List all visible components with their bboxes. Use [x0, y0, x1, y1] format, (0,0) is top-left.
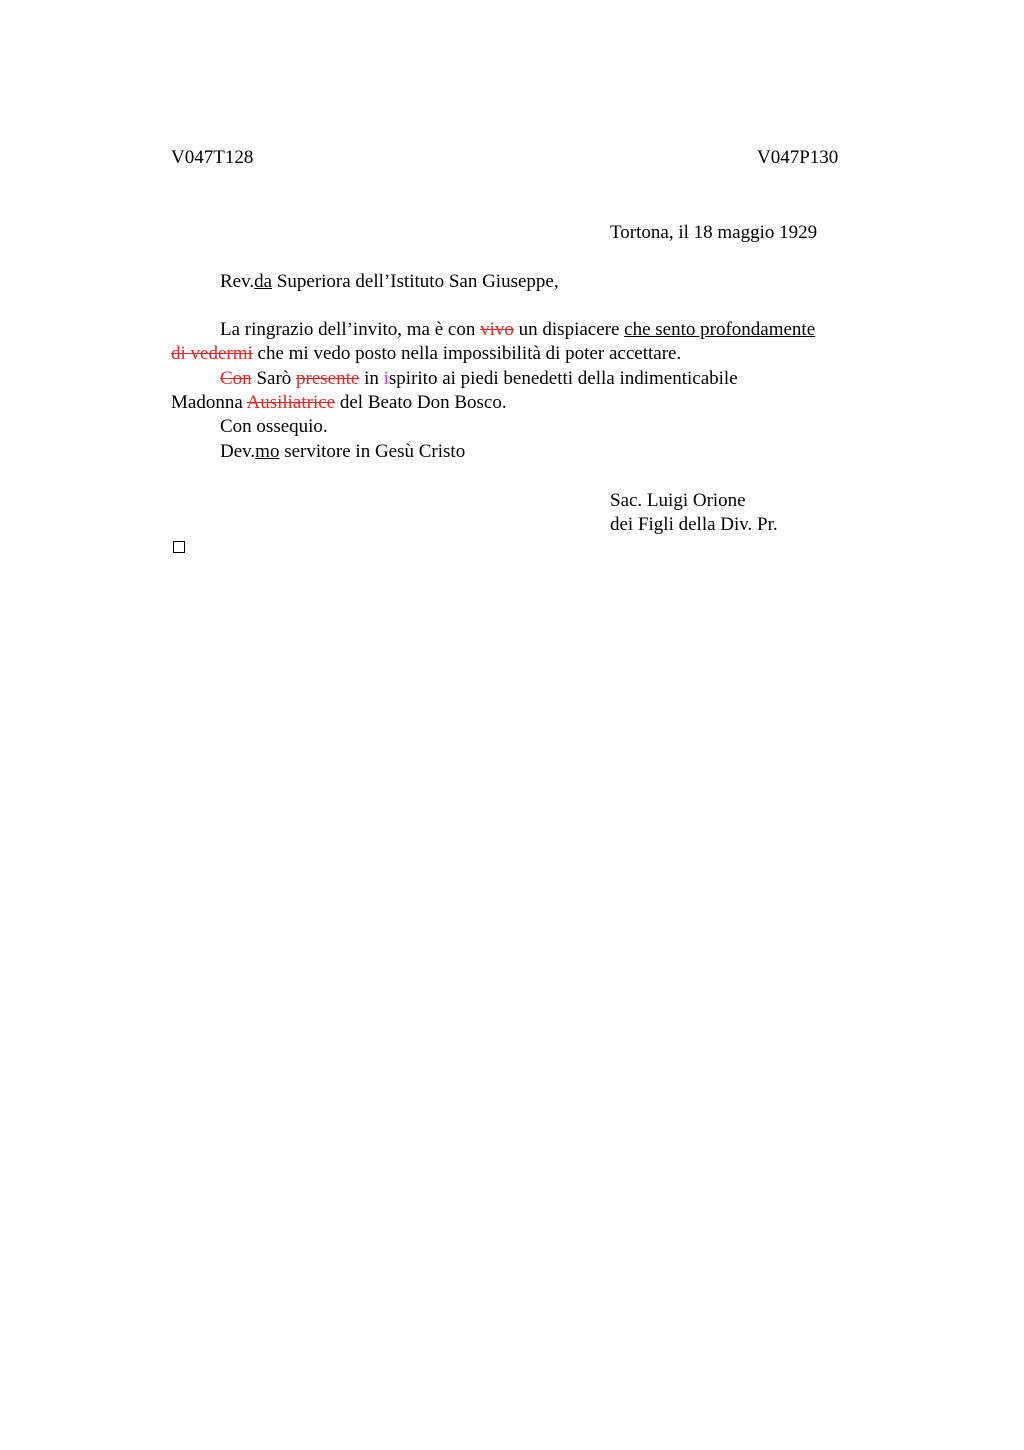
- text-segment: Madonna: [171, 392, 247, 413]
- deleted-text: di vedermi: [171, 343, 253, 364]
- letter-salutation: [220, 270, 559, 294]
- underlined-text: che sento profondamente: [624, 319, 816, 340]
- paragraph-2-line-1: [220, 367, 738, 391]
- text-segment: Sarò: [251, 368, 297, 389]
- deleted-text: vivo: [480, 319, 514, 340]
- salutation-abbreviation: da: [254, 271, 273, 292]
- signature-title: dei Figli della Div. Pr.: [610, 514, 778, 535]
- document-code-right: V047P130: [757, 147, 839, 168]
- paragraph-1-line-1: [220, 318, 815, 342]
- paragraph-2-line-2: [171, 391, 507, 415]
- salutation-rest: Superiora dell’Istituto San Giuseppe,: [272, 271, 559, 292]
- paragraph-1-line-2: [171, 342, 681, 366]
- closing-formula: [220, 440, 465, 464]
- text-segment: che mi vedo posto nella impossibilità di poter accettare.: [252, 343, 682, 364]
- closing-prefix: Dev.: [220, 441, 256, 462]
- deleted-text: Con: [220, 368, 252, 389]
- text-segment: La ringrazio dell’invito, ma è con: [220, 319, 481, 340]
- signature-name: Sac. Luigi Orione: [610, 490, 746, 511]
- text-segment: del Beato Don Bosco.: [335, 392, 507, 413]
- closing-greeting: Con ossequio.: [220, 416, 328, 437]
- closing-rest: servitore in Gesù Cristo: [279, 441, 466, 462]
- letter-date: Tortona, il 18 maggio 1929: [610, 222, 818, 243]
- closing-abbreviation: mo: [255, 441, 280, 462]
- salutation-prefix: Rev.: [220, 271, 255, 292]
- end-marker-box-icon: [173, 541, 185, 553]
- text-segment: un dispiacere: [513, 319, 625, 340]
- text-segment: spirito ai piedi benedetti della indimenticabile: [388, 368, 738, 389]
- document-code-left: V047T128: [171, 147, 254, 168]
- text-segment: in: [359, 368, 384, 389]
- inserted-text: i: [383, 368, 389, 389]
- deleted-text: presente: [296, 368, 360, 389]
- deleted-text: Ausiliatrice: [246, 392, 336, 413]
